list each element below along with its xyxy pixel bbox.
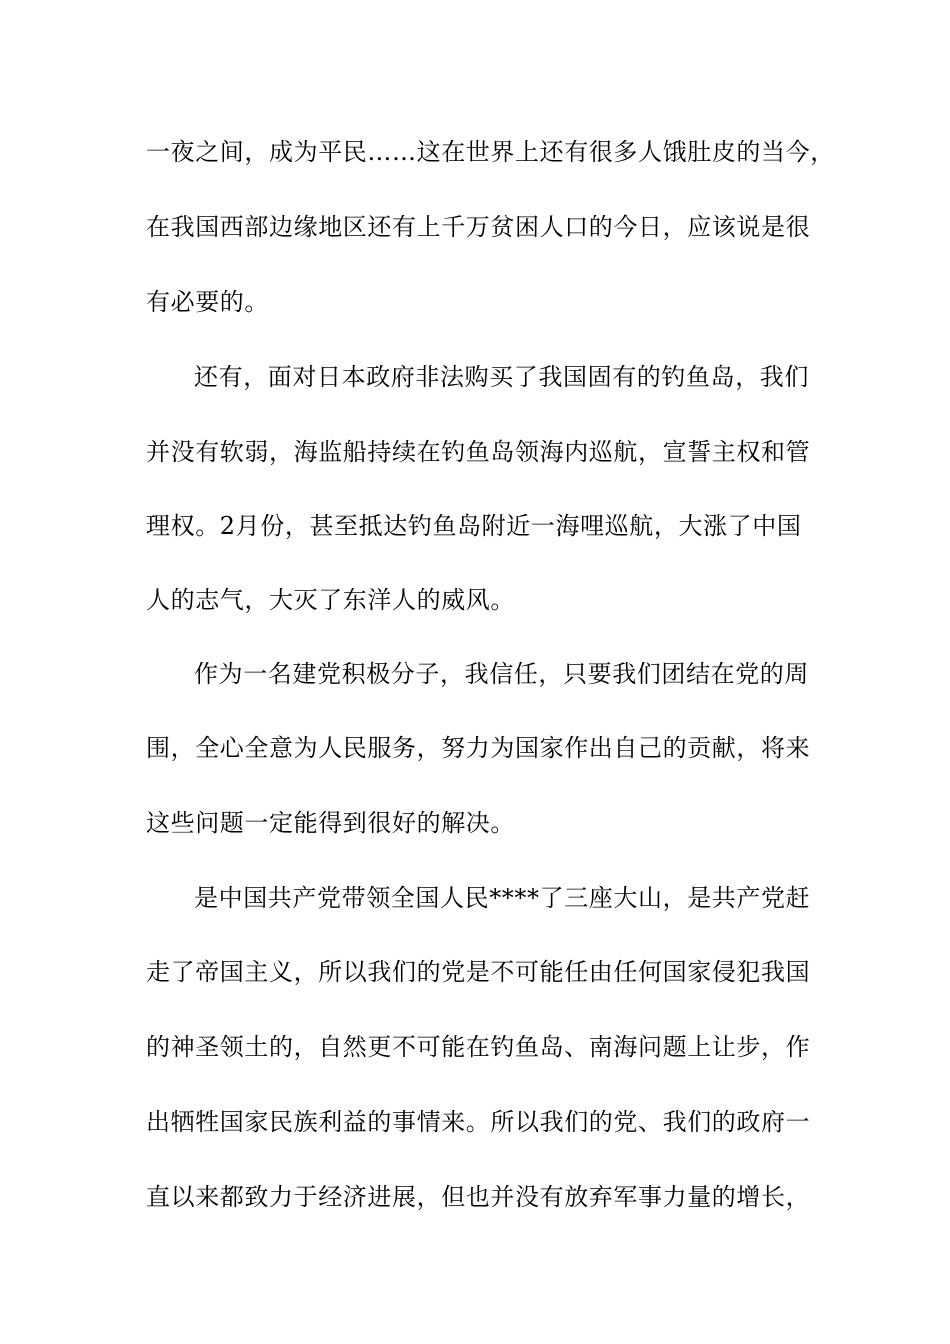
text-line: 直以来都致力于经济进展，但也并没有放弃军事力量的增长，	[146, 1183, 811, 1211]
text-line: 围，全心全意为人民服务，努力为国家作出自己的贡献，将来	[146, 734, 811, 762]
text-line: 的神圣领土的，自然更不可能在钓鱼岛、南海问题上让步，作	[146, 1033, 811, 1061]
text-line: 走了帝国主义，所以我们的党是不可能任由任何国家侵犯我国	[146, 958, 811, 986]
text-line: 一夜之间，成为平民……这在世界上还有很多人饿肚皮的当今，	[146, 138, 835, 166]
text-line: 并没有软弱，海监船持续在钓鱼岛领海内巡航，宣誓主权和管	[146, 438, 811, 466]
text-line: 在我国西部边缘地区还有上千万贫困人口的今日，应该说是很	[146, 213, 811, 241]
paragraph-first-line: 还有，面对日本政府非法购买了我国固有的钓鱼岛，我们	[194, 363, 809, 391]
text-line: 有必要的。	[146, 288, 269, 316]
paragraph-first-line: 作为一名建党积极分子，我信任，只要我们团结在党的周	[194, 660, 809, 688]
text-line: 理权。2月份，甚至抵达钓鱼岛附近一海哩巡航，大涨了中国	[146, 512, 802, 540]
text-line: 这些问题一定能得到很好的解决。	[146, 809, 515, 837]
text-line: 出牺牲国家民族利益的事情来。所以我们的党、我们的政府一	[146, 1108, 811, 1136]
paragraph-first-line: 是中国共产党带领全国人民****了三座大山，是共产党赶	[194, 884, 811, 912]
text-line: 人的志气，大灭了东洋人的威风。	[146, 586, 515, 614]
